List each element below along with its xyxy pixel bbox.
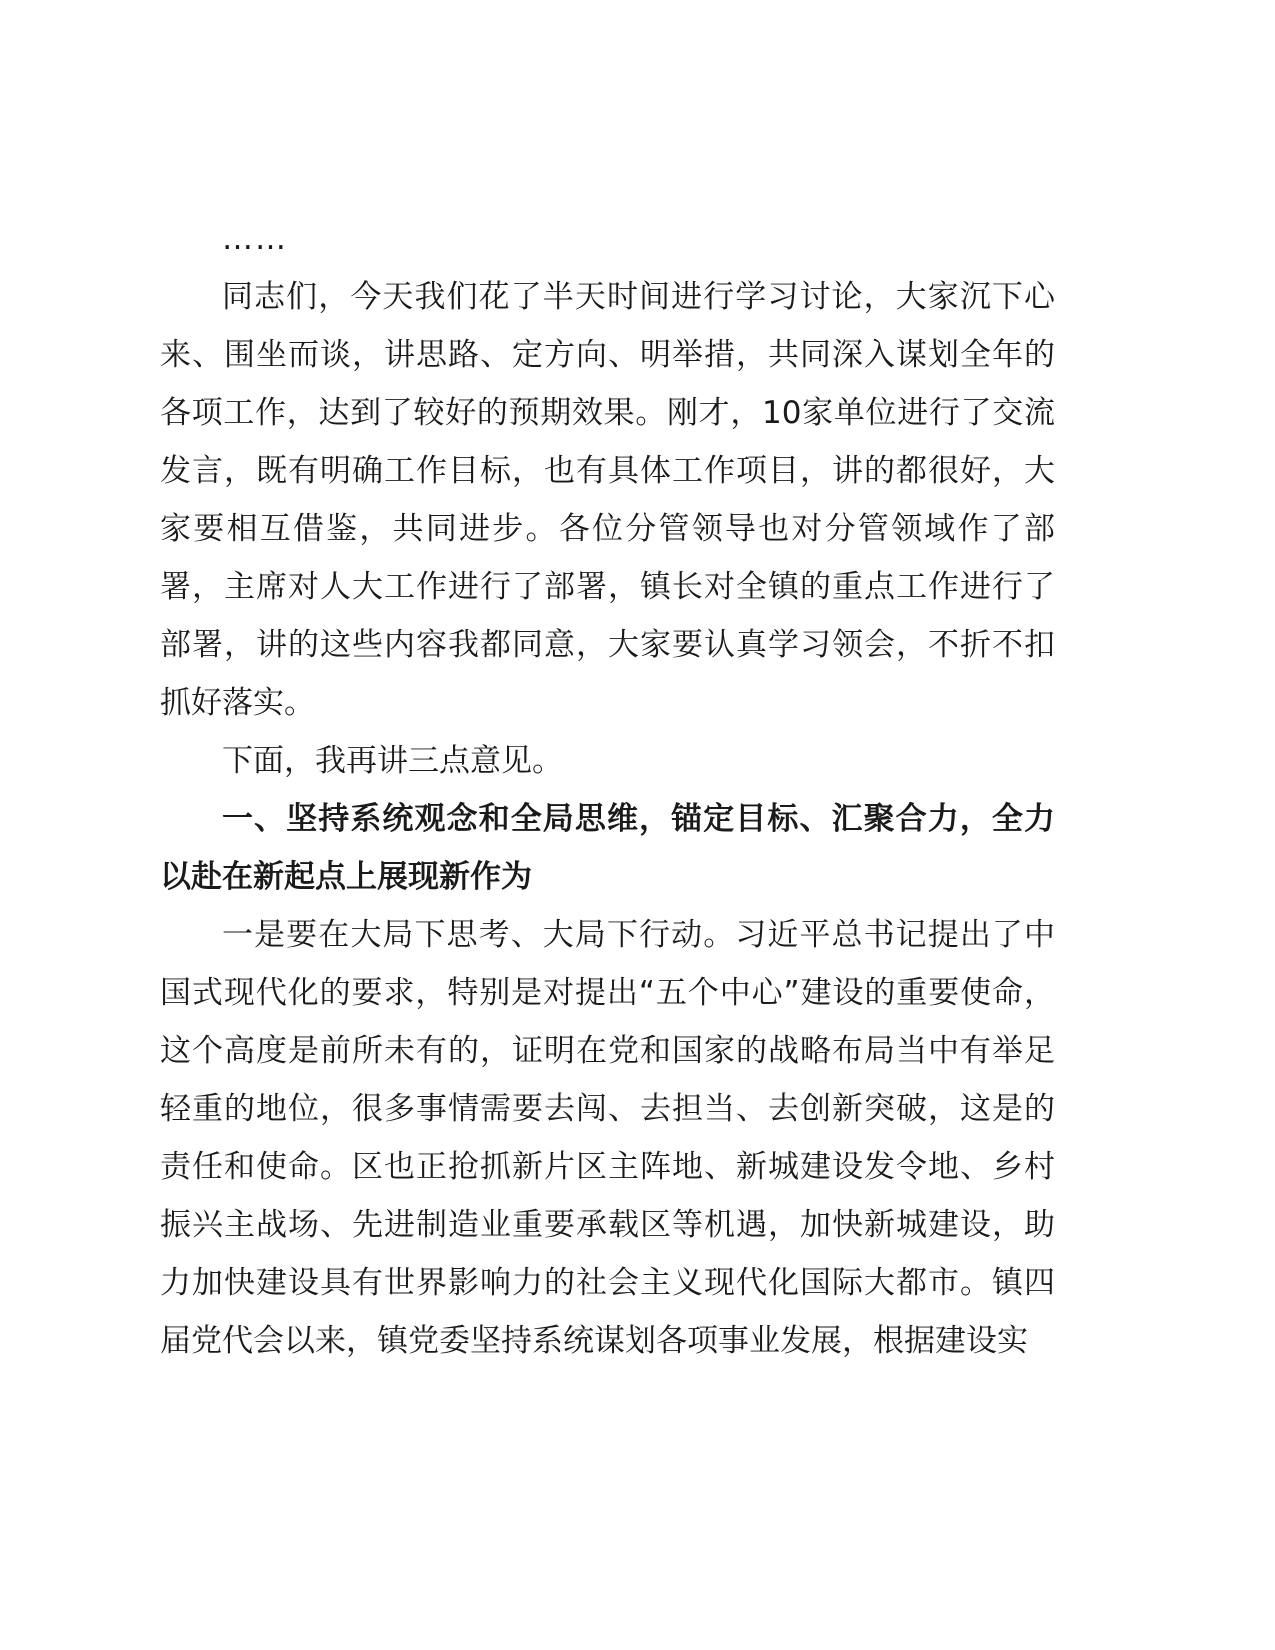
document-body [160, 210, 1055, 1370]
body-paragraph: 一是要在大局下思考、大局下行动。习近平总书记提出了中国式现代化的要求，特别是对提出“五个中心”建设的重要使命，这个高度是前所未有的，证明在党和国家的战略布局当中有举足轻重的地位，很多事情需要去闯、去担当、去创新突破，这是的责任和使命。区也正抢抓新片区主阵地、新城建设发令地、乡村振兴主战场、先进制造业重要承载区等机遇，加快新城建设，助力加快建设具有世界影响力的社会主义现代化国际大都市。镇四届党代会以来，镇党委坚持系统谋划各项事业发展，根据建设实 [160, 917, 1055, 1359]
section-heading: 一、坚持系统观念和全局思维，锚定目标、汇聚合力，全力以赴在新起点上展现新作为 [160, 801, 1055, 895]
transition-paragraph: 下面，我再讲三点意见。 [222, 743, 563, 779]
ellipsis-line: …… [222, 221, 288, 257]
opening-paragraph: 同志们，今天我们花了半天时间进行学习讨论，大家沉下心来、围坐而谈，讲思路、定方向、明举措，共同深入谋划全年的各项工作，达到了较好的预期效果。刚才，10家单位进行了交流发言，既有明确工作目标，也有具体工作项目，讲的都很好，大家要相互借鉴，共同进步。各位分管领导也对分管领域作了部署，主席对人大工作进行了部署，镇长对全镇的重点工作进行了部署，讲的这些内容我都同意，大家要认真学习领会，不折不扣抓好落实。 [160, 279, 1055, 721]
